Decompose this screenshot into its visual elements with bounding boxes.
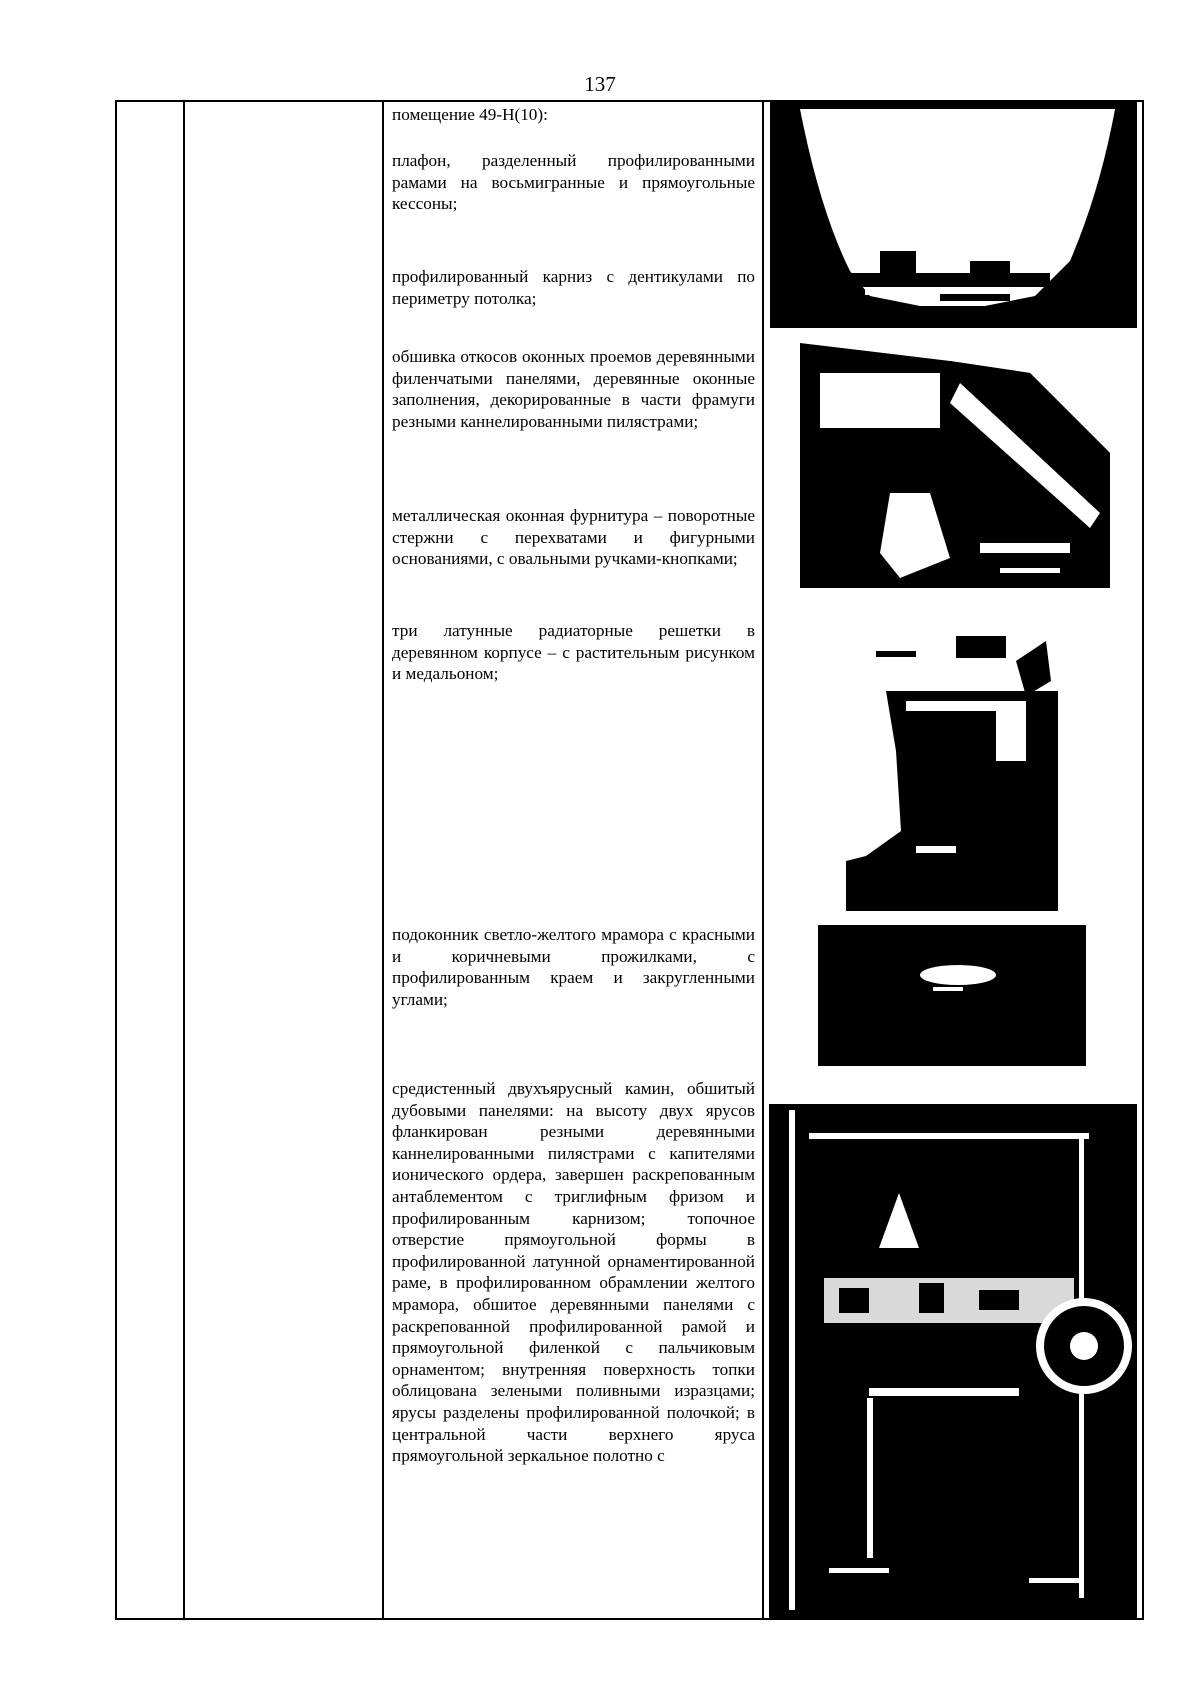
column-divider bbox=[382, 102, 384, 1618]
item-cornice: профилированный карниз с дентикулами по периметру потолка; bbox=[392, 267, 755, 308]
item-window-panels: обшивка откосов оконных проемов деревянными филенчатыми панелями, деревянные оконные заполнения, декорированные в части фрамуги резными каннелированными пилястрами; bbox=[392, 347, 755, 431]
item-windowsill: подоконник светло-желтого мрамора с красными и коричневыми прожилками, с профилированным краем и закругленными углами; bbox=[392, 925, 755, 1009]
fireplace-photo bbox=[769, 1098, 1137, 1618]
page-number: 137 bbox=[584, 72, 616, 96]
windowsill-photo bbox=[818, 925, 1086, 1066]
room-heading: помещение 49-Н(10): bbox=[392, 105, 548, 124]
column-divider bbox=[183, 102, 185, 1618]
radiator-grille-photo bbox=[846, 621, 1058, 911]
item-window-fittings: металлическая оконная фурнитура – поворотные стержни с перехватами и фигурными основаниями, с овальными ручками-кнопками; bbox=[392, 506, 755, 569]
item-radiator-grilles: три латунные радиаторные решетки в деревянном корпусе – с растительным рисунком и медальоном; bbox=[392, 621, 755, 684]
item-fireplace: средистенный двухъярусный камин, обшитый дубовыми панелями: на высоту двух ярусов фланкирован резными деревянными каннелированными пилястрами с капителями ионического ордера, завершен раскрепованным антаблементом с триглифным фризом и профилированным карнизом; топочное отверстие прямоугольной формы в профилированной латунной орнаментированной раме, в профилированном обрамлении желтого мрамора, обшитое деревянными панелями с раскрепованной профилированной рамой и прямоугольной филенкой с пальчиковым орнаментом; внутренняя поверхность топки облицована зелеными поливными изразцами; ярусы разделены профилированной полочкой; в центральной части верхнего яруса прямоугольной зеркальное полотно с bbox=[392, 1079, 755, 1466]
window-photo bbox=[800, 343, 1110, 588]
ceiling-photo bbox=[770, 101, 1137, 328]
item-ceiling: плафон, разделенный профилированными рамами на восьмигранные и прямоугольные кессоны; bbox=[392, 151, 755, 214]
column-divider bbox=[762, 102, 764, 1618]
